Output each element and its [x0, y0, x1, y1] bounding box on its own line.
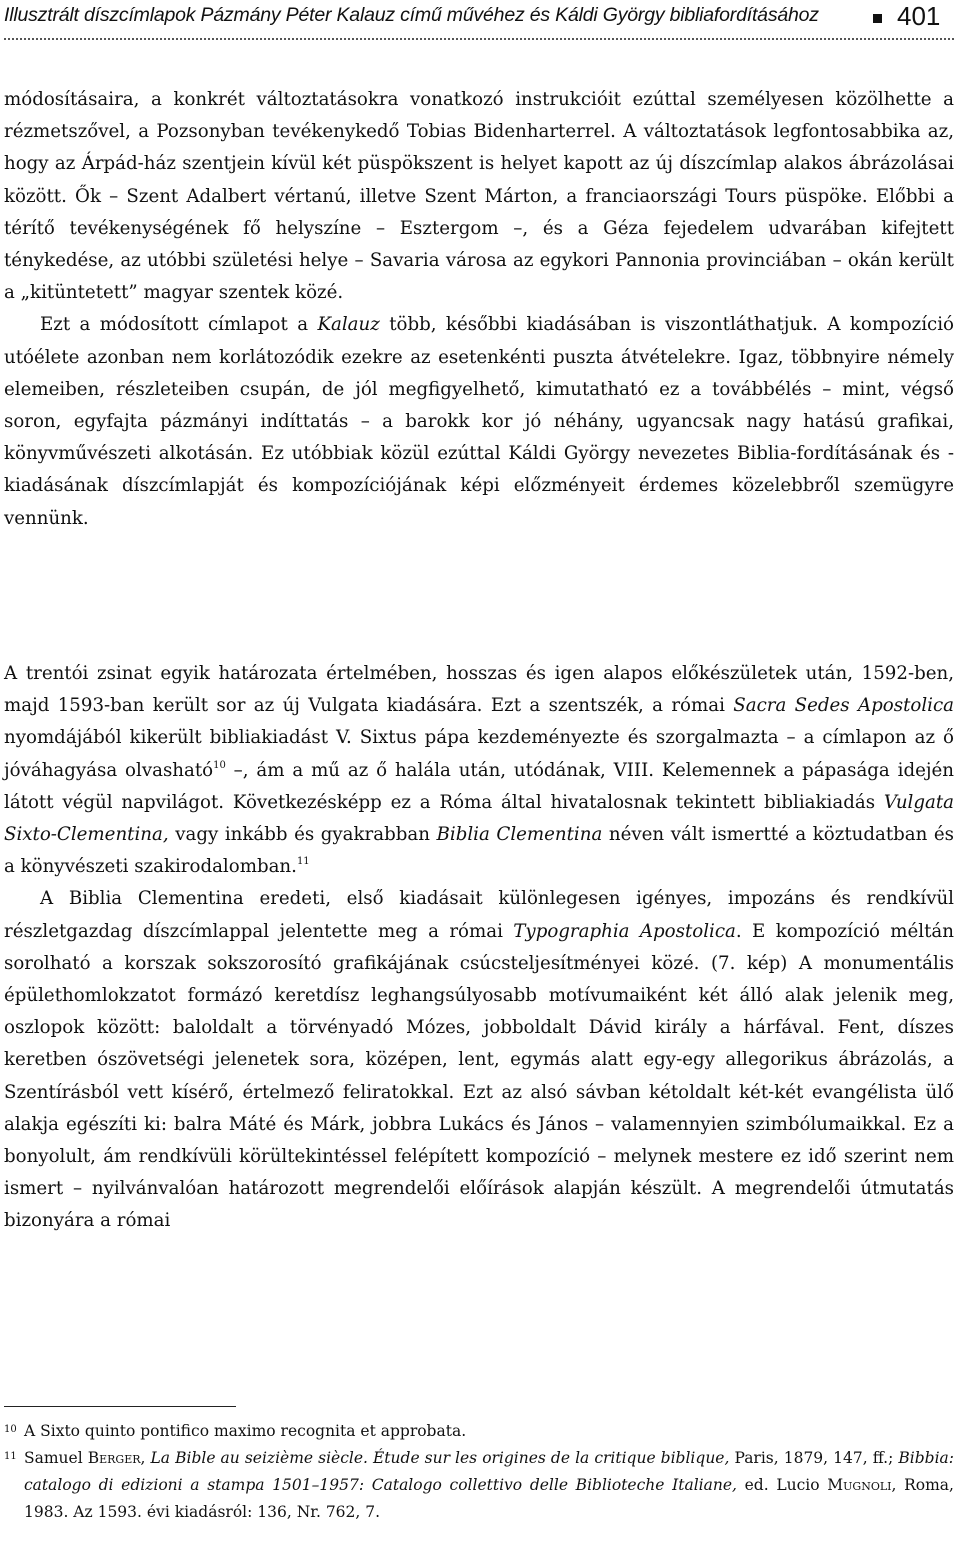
- footnote-11-text-b: ,: [140, 1449, 151, 1467]
- paragraph-3-italic-sacra-sedes: Sacra Sedes Apostolica: [733, 695, 954, 717]
- footnote-11-italic-title-2: Bibbia: catalogo di edizioni a stampa 1501–1957: Catalogo collettivo delle Biblioteche Italiane,: [24, 1449, 954, 1494]
- body-section-2: [4, 658, 954, 1238]
- footnote-ref-10[interactable]: 10: [213, 759, 226, 771]
- paragraph-4-text-b: . E kompozíció méltán sorolható a korszak sokszorosító grafikájának csúcsteljesítményei közé. (7. kép) A monumentális épülethomlokzatot formázó keretdísz leghangsúlyosabb motívumaiként két álló alak jelenik meg, oszlopok között: baloldalt a törvényadó Mózes, jobboldalt Dávid király a hárfával. Fent, díszes keretben ószövetségi jelenetek sora, középen, lent, egymás alatt egy-egy allegorikus ábrázolás, a Szentírásból vett kísérő, értelmező feliratokkal. Ezt az alsó sávban kétoldalt két-két evangélista ülő alakja egészíti ki: balra Máté és Márk, jobbra Lukács és János – valamennyien szimbólumaikkal. Ez a bonyolult, ám rendkívüli körültekintéssel felépített kompozíció – melynek mestere ez idő szerint nem ismert – nyilvánvalóan határozott megrendelői előírások alapján készült. A megrendelői útmutatás bizonyára a római: [4, 920, 954, 1232]
- footnote-11-text-c: Paris, 1879, 147, ff.;: [729, 1449, 899, 1467]
- footnote-11-italic-title-1: La Bible au seizième siècle. Étude sur les origines de la critique biblique,: [150, 1449, 730, 1467]
- footnotes: [4, 1418, 954, 1526]
- paragraph-3-text-b: nyomdájából kikerült bibliakiadást V. Sixtus pápa kezdeményezte és szorgalmazta – a címlapon az ő jóváhagyása olvasható: [4, 727, 954, 781]
- paragraph-3-italic-vulgata: Vulgata Sixto-Clementina,: [4, 791, 954, 846]
- paragraph-2-italic-kalauz: Kalauz: [317, 314, 380, 336]
- paragraph-4: [4, 883, 954, 1237]
- paragraph-1: módosításaira, a konkrét változtatásokra vonatkozó instrukcióit ezúttal személyesen közölhette a rézmetszővel, a Pozsonyban tevékenykedő Tobias Bidenharterrel. A változtatások legfontosabbika az, hogy az Árpád-ház szentjein kívül két püspökszent is helyet kapott az új díszcímlap alakos ábrázolásai között. Ők – Szent Adalbert vértanú, illetve Szent Márton, a franciaországi Tours püspöke. Előbbi a térítő tevékenységének fő helyszíne – Esztergom –, és a Géza fejedelem udvarában kifejtett ténykedése, az utóbbi születési helye – Savaria városa az egykori Pannonia provinciában – okán került a „kitüntetett” magyar szentek közé.: [4, 89, 954, 304]
- header-dotted-rule: [4, 38, 954, 40]
- running-header: [4, 1, 954, 36]
- paragraph-2-text-a: Ezt a módosított címlapot a: [40, 314, 318, 336]
- footnote-11-author-berger: Berger: [87, 1449, 141, 1467]
- paragraph-2: [4, 309, 954, 534]
- footnote-ref-11[interactable]: 11: [296, 856, 310, 868]
- paragraph-3-text-c: –, ám a mű az ő halála után, utódának, VIII. Kelemennek a pápasága idején látott végül napvilágot. Következésképp ez a Róma által hivatalosnak tekintett bibliakiadás: [4, 759, 954, 813]
- footnote-10-number: 10: [4, 1424, 17, 1435]
- footnote-11-author-mugnoli: Mugnoli: [827, 1476, 892, 1494]
- footnote-11-text-e: , Roma, 1983. Az 1593. évi kiadásról: 136, Nr. 762, 7.: [24, 1476, 954, 1521]
- paragraph-2-text-b: több, későbbi kiadásában is viszontláthatjuk. A kompozíció utóélete azonban nem korlátozódik ezekre az esetenkénti puszta átvételekre. Igaz, többnyire némely elemeiben, részleteiben csupán, de jól megfigyelhető, kimutatható ez a továbbélés – mint, végső soron, egyfajta pázmányi indíttatás – a barokk kor jó néhány, ugyancsak nagy hatású grafikai, könyvművészeti alkotásán. Ez utóbbiak közül ezúttal Káldi György nevezetes Biblia-fordításának és -kiadásának díszcímlapját és kompozíciójának képi előzményeit érdemes közelebbről szemügyre vennünk.: [4, 314, 955, 529]
- footnote-10: [4, 1418, 954, 1445]
- paragraph-3: [4, 658, 954, 883]
- paragraph-3-text-a: A trentói zsinat egyik határozata értelmében, hosszas és igen alapos előkészületek után, 1592-ben, majd 1593-ban került sor az új Vulgata kiadására. Ezt a szentszék, a római: [4, 663, 954, 717]
- body-section-1: [4, 84, 954, 535]
- footnote-11: [4, 1445, 954, 1526]
- footnote-11-number: 11: [4, 1451, 17, 1462]
- footnote-11-text-d: ed. Lucio: [736, 1476, 828, 1494]
- paragraph-3-italic-biblia-clementina: Biblia Clementina: [436, 824, 603, 846]
- footnote-separator: [4, 1406, 236, 1407]
- page-number: 401: [897, 1, 941, 31]
- paragraph-3-text-d: vagy inkább és gyakrabban: [168, 824, 437, 846]
- footnote-10-text: A Sixto quinto pontifico maximo recognita et approbata.: [24, 1422, 467, 1440]
- header-square-bullet-icon: [873, 14, 882, 23]
- paragraph-3-text-e: néven vált ismertté a köztudatban és a könyvészeti szakirodalomban.: [4, 824, 955, 878]
- paragraph-4-italic-typographia: Typographia Apostolica: [513, 920, 736, 942]
- footnote-11-text-a: Samuel: [24, 1449, 88, 1467]
- paragraph-4-text-a: A Biblia Clementina eredeti, első kiadásait különlegesen igényes, impozáns és rendkívül részletgazdag díszcímlappal jelentette meg a római: [4, 888, 954, 942]
- running-header-title: Illusztrált díszcímlapok Pázmány Péter Kalauz című művéhez és Káldi György bibliafordításához: [4, 4, 819, 26]
